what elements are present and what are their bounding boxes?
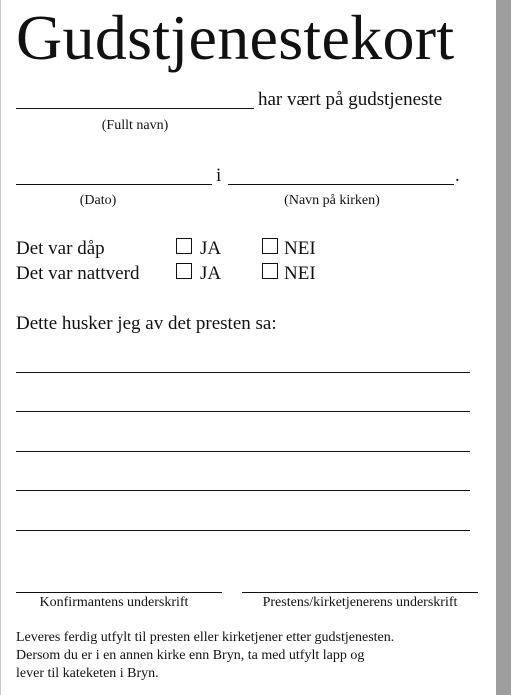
footer-line-2: Dersom du er i en annen kirke enn Bryn, ta med utfylt lapp og bbox=[16, 648, 365, 663]
writing-line[interactable] bbox=[16, 372, 470, 373]
priest-signature-caption: Prestens/kirketjenerens underskrift bbox=[262, 595, 458, 610]
writing-line[interactable] bbox=[16, 451, 470, 452]
church-name-caption: (Navn på kirken) bbox=[284, 193, 380, 208]
page-right-shadow bbox=[496, 0, 511, 695]
priest-signature-line[interactable] bbox=[242, 592, 478, 593]
communion-yes-label: JA bbox=[200, 263, 222, 284]
footer-instructions bbox=[16, 629, 486, 683]
communion-no-checkbox[interactable] bbox=[262, 263, 278, 279]
document-title: Gudstjenestekort bbox=[16, 2, 455, 73]
writing-line[interactable] bbox=[16, 411, 470, 412]
full-name-caption: (Fullt navn) bbox=[101, 118, 169, 133]
church-name-line[interactable] bbox=[228, 184, 454, 185]
writing-line[interactable] bbox=[16, 530, 470, 531]
baptism-yes-label: JA bbox=[200, 238, 222, 259]
date-line[interactable] bbox=[16, 184, 212, 185]
attendance-text: har vært på gudstjeneste bbox=[258, 89, 443, 110]
confirmand-signature-caption: Konfirmantens underskrift bbox=[39, 595, 189, 610]
period: . bbox=[455, 165, 460, 186]
date-caption: (Dato) bbox=[79, 193, 117, 208]
question-communion-label: Det var nattverd bbox=[16, 263, 140, 284]
writing-line[interactable] bbox=[16, 490, 470, 491]
communion-yes-checkbox[interactable] bbox=[176, 263, 192, 279]
baptism-no-label: NEI bbox=[284, 238, 316, 259]
confirmand-signature-line[interactable] bbox=[16, 592, 222, 593]
communion-no-label: NEI bbox=[284, 263, 316, 284]
page-left-edge bbox=[0, 0, 1, 695]
baptism-no-checkbox[interactable] bbox=[262, 238, 278, 254]
memory-prompt: Dette husker jeg av det presten sa: bbox=[16, 313, 277, 334]
baptism-yes-checkbox[interactable] bbox=[176, 238, 192, 254]
footer-line-3: lever til kateketen i Bryn. bbox=[16, 666, 159, 681]
connector-i: i bbox=[216, 165, 222, 186]
full-name-line[interactable] bbox=[16, 108, 254, 109]
question-baptism-label: Det var dåp bbox=[16, 238, 105, 259]
footer-line-1: Leveres ferdig utfylt til presten eller kirketjener etter gudstjenesten. bbox=[16, 630, 395, 645]
